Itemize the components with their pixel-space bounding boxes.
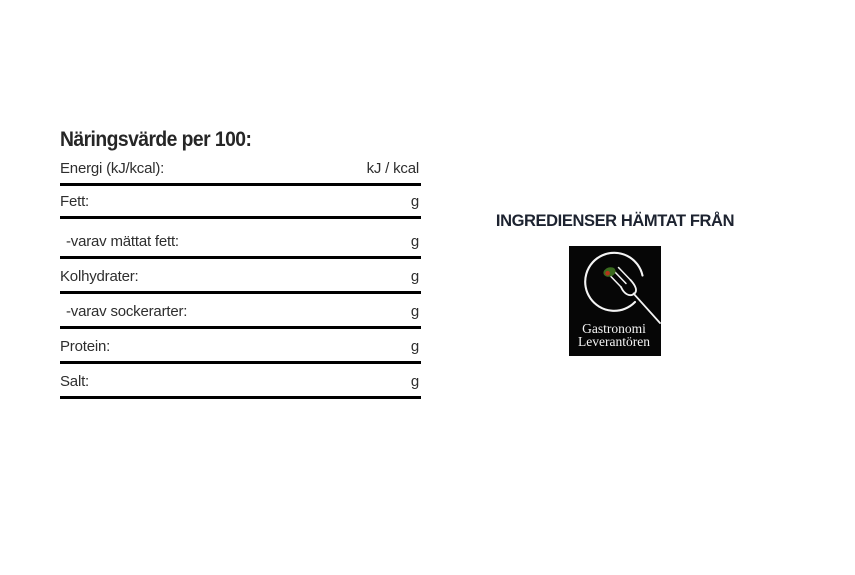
nutrition-label: Protein:	[60, 338, 111, 355]
nutrition-value: g	[410, 193, 419, 210]
nutrition-row-fat	[60, 186, 421, 219]
nutrition-row-energy	[60, 153, 421, 186]
fork-with-olive-on-plate-icon	[569, 246, 661, 356]
nutrition-row-saturated-fat	[60, 219, 421, 259]
logo-text-line1: Gastronomi	[582, 321, 646, 336]
nutrition-value: g	[410, 233, 419, 250]
nutrition-label: -varav mättat fett:	[66, 233, 179, 250]
nutrition-row-salt	[60, 364, 421, 399]
gastronomi-leverantoren-logo	[569, 246, 661, 356]
nutrition-label: Salt:	[60, 373, 90, 390]
nutrition-row-protein	[60, 329, 421, 364]
nutrition-value: kJ / kcal	[366, 160, 419, 177]
nutrition-row-carbohydrates	[60, 259, 421, 294]
nutrition-value: g	[410, 303, 419, 320]
nutrition-row-sugars	[60, 294, 421, 329]
nutrition-table-title: Näringsvärde per 100:	[60, 128, 252, 151]
nutrition-label: Kolhydrater:	[60, 268, 139, 285]
nutrition-label: -varav sockerarter:	[66, 303, 188, 320]
logo-text-line2: Leverantören	[578, 334, 650, 349]
supplier-section	[485, 211, 745, 361]
nutrition-table	[60, 127, 421, 399]
nutrition-value: g	[410, 338, 419, 355]
nutrition-label: Energi (kJ/kcal):	[60, 160, 165, 177]
supplier-heading: INGREDIENSER HÄMTAT FRÅN	[495, 212, 735, 230]
nutrition-value: g	[410, 268, 419, 285]
nutrition-value: g	[410, 373, 419, 390]
nutrition-label: Fett:	[60, 193, 90, 210]
